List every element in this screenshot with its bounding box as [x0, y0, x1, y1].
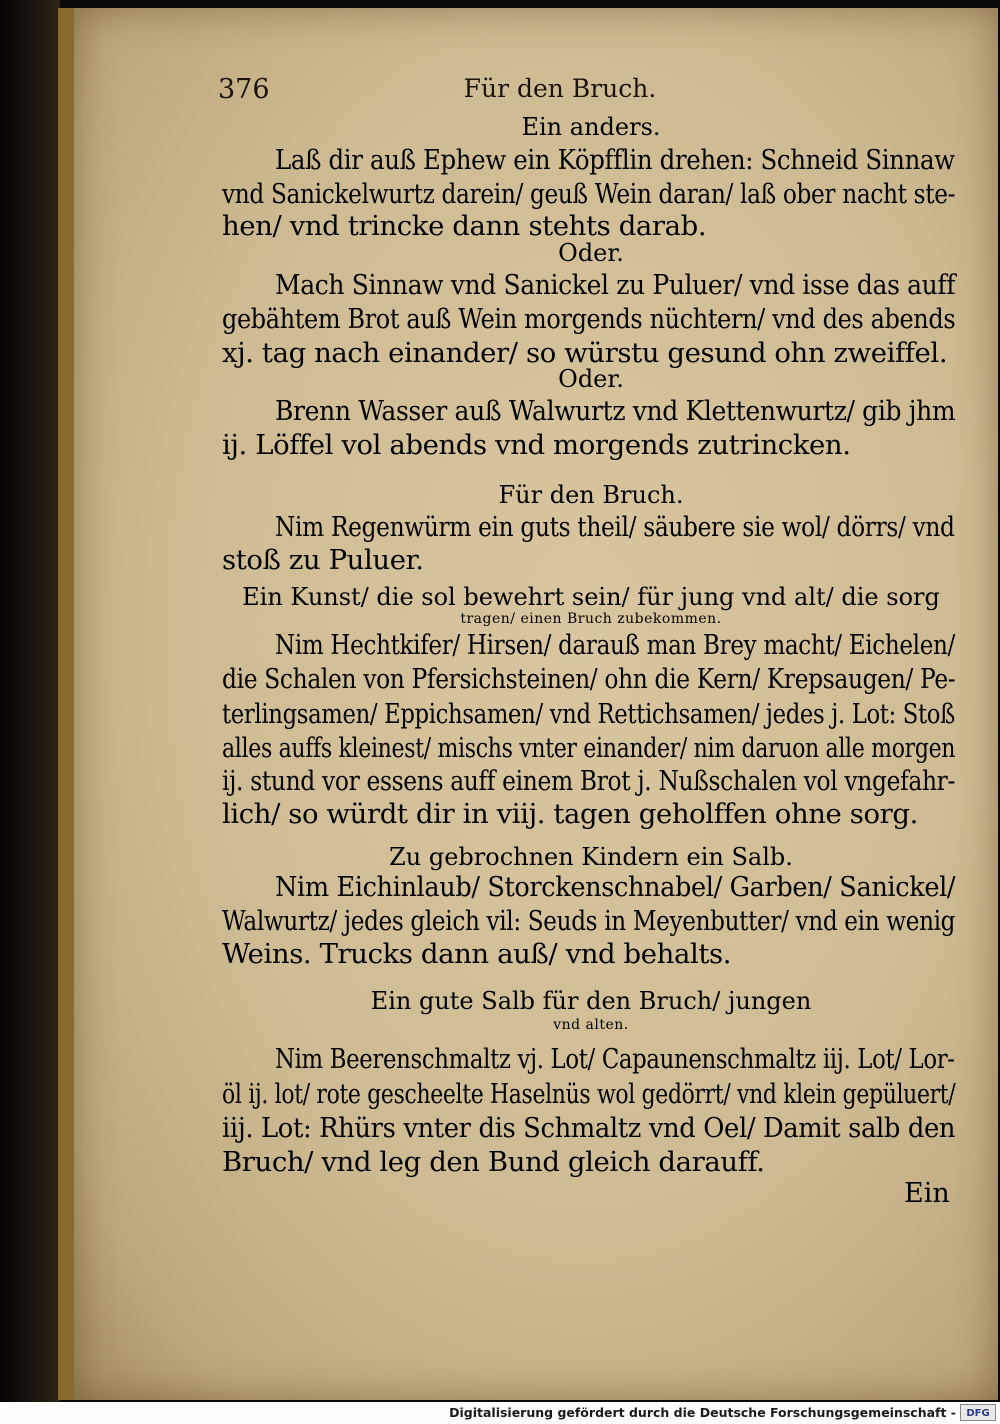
text-line: öl ij. lot/ rote gescheelte Haselnüs wol gedörrt/ vnd klein gepüluert/	[222, 1078, 956, 1110]
section-subheading: tragen/ einen Bruch zubekommen.	[460, 611, 722, 627]
text-line: Weins. Trucks dann auß/ vnd behalts.	[222, 938, 732, 970]
text-line: stoß zu Puluer.	[222, 544, 424, 576]
text-line: terlingsamen/ Eppichsamen/ vnd Rettichsamen/ jedes j. Lot: Stoß	[222, 698, 955, 730]
text-line: Mach Sinnaw vnd Sanickel zu Puluer/ vnd isse das auff	[275, 269, 956, 301]
text-line: gebähtem Brot auß Wein morgends nüchtern/ vnd des abends	[222, 303, 956, 335]
text-line: Nim Beerenschmaltz vj. Lot/ Capaunenschmaltz iij. Lot/ Lor-	[275, 1043, 955, 1075]
text-line: die Schalen von Pfersichsteinen/ ohn die Kern/ Krepsaugen/ Pe-	[222, 663, 956, 695]
text-line: xj. tag nach einander/ so würstu gesund ohn zweiffel.	[222, 337, 948, 369]
dfg-logo-icon: DFG	[960, 1404, 996, 1421]
text-line: alles auffs kleinest/ mischs vnter einander/ nim daruon alle morgen	[222, 732, 956, 764]
section-heading: Ein Kunst/ die sol bewehrt sein/ für jung vnd alt/ die sorg	[242, 583, 940, 611]
page-number: 376	[218, 74, 270, 105]
section-heading: Zu gebrochnen Kindern ein Salb.	[389, 843, 793, 871]
section-heading: Ein anders.	[521, 113, 661, 141]
text-line: Nim Hechtkifer/ Hirsen/ darauß man Brey macht/ Eichelen/	[275, 629, 955, 661]
book-spine-edge	[0, 0, 60, 1424]
digitization-footer	[0, 1402, 1000, 1424]
text-line: vnd Sanickelwurtz darein/ geuß Wein daran/ laß ober nacht ste-	[222, 178, 956, 210]
footer-credit: Digitalisierung gefördert durch die Deutsche Forschungsgemeinschaft -	[449, 1405, 956, 1420]
text-line: lich/ so würdt dir in viij. tagen geholffen ohne sorg.	[222, 798, 918, 830]
section-heading: Für den Bruch.	[498, 481, 684, 509]
running-head: Für den Bruch.	[463, 74, 657, 103]
text-line: Nim Regenwürm ein guts theil/ säubere sie wol/ dörrs/ vnd	[275, 511, 955, 543]
text-line: hen/ vnd trincke dann stehts darab.	[222, 210, 707, 242]
section-subheading: vnd alten.	[553, 1017, 629, 1033]
section-heading: Oder.	[558, 365, 624, 393]
text-line: iij. Lot: Rhürs vnter dis Schmaltz vnd Oel/ Damit salb den	[222, 1112, 956, 1144]
section-heading: Oder.	[558, 239, 624, 267]
section-heading: Ein gute Salb für den Bruch/ jungen	[370, 987, 812, 1015]
text-line: Bruch/ vnd leg den Bund gleich darauff.	[222, 1146, 765, 1178]
text-line: ij. stund vor essens auff einem Brot j. Nußschalen vol vngefahr-	[222, 765, 956, 797]
text-line: Walwurtz/ jedes gleich vil: Seuds in Meyenbutter/ vnd ein wenig	[222, 905, 956, 937]
text-line: Laß dir auß Ephew ein Köpfflin drehen: Schneid Sinnaw	[275, 144, 955, 176]
text-line: Brenn Wasser auß Walwurtz vnd Klettenwurtz/ gib jhm	[275, 395, 956, 427]
catchword: Ein	[904, 1178, 950, 1209]
text-line: ij. Löffel vol abends vnd morgends zutrincken.	[222, 429, 851, 461]
text-line: Nim Eichinlaub/ Storckenschnabel/ Garben/ Sanickel/	[275, 871, 956, 903]
